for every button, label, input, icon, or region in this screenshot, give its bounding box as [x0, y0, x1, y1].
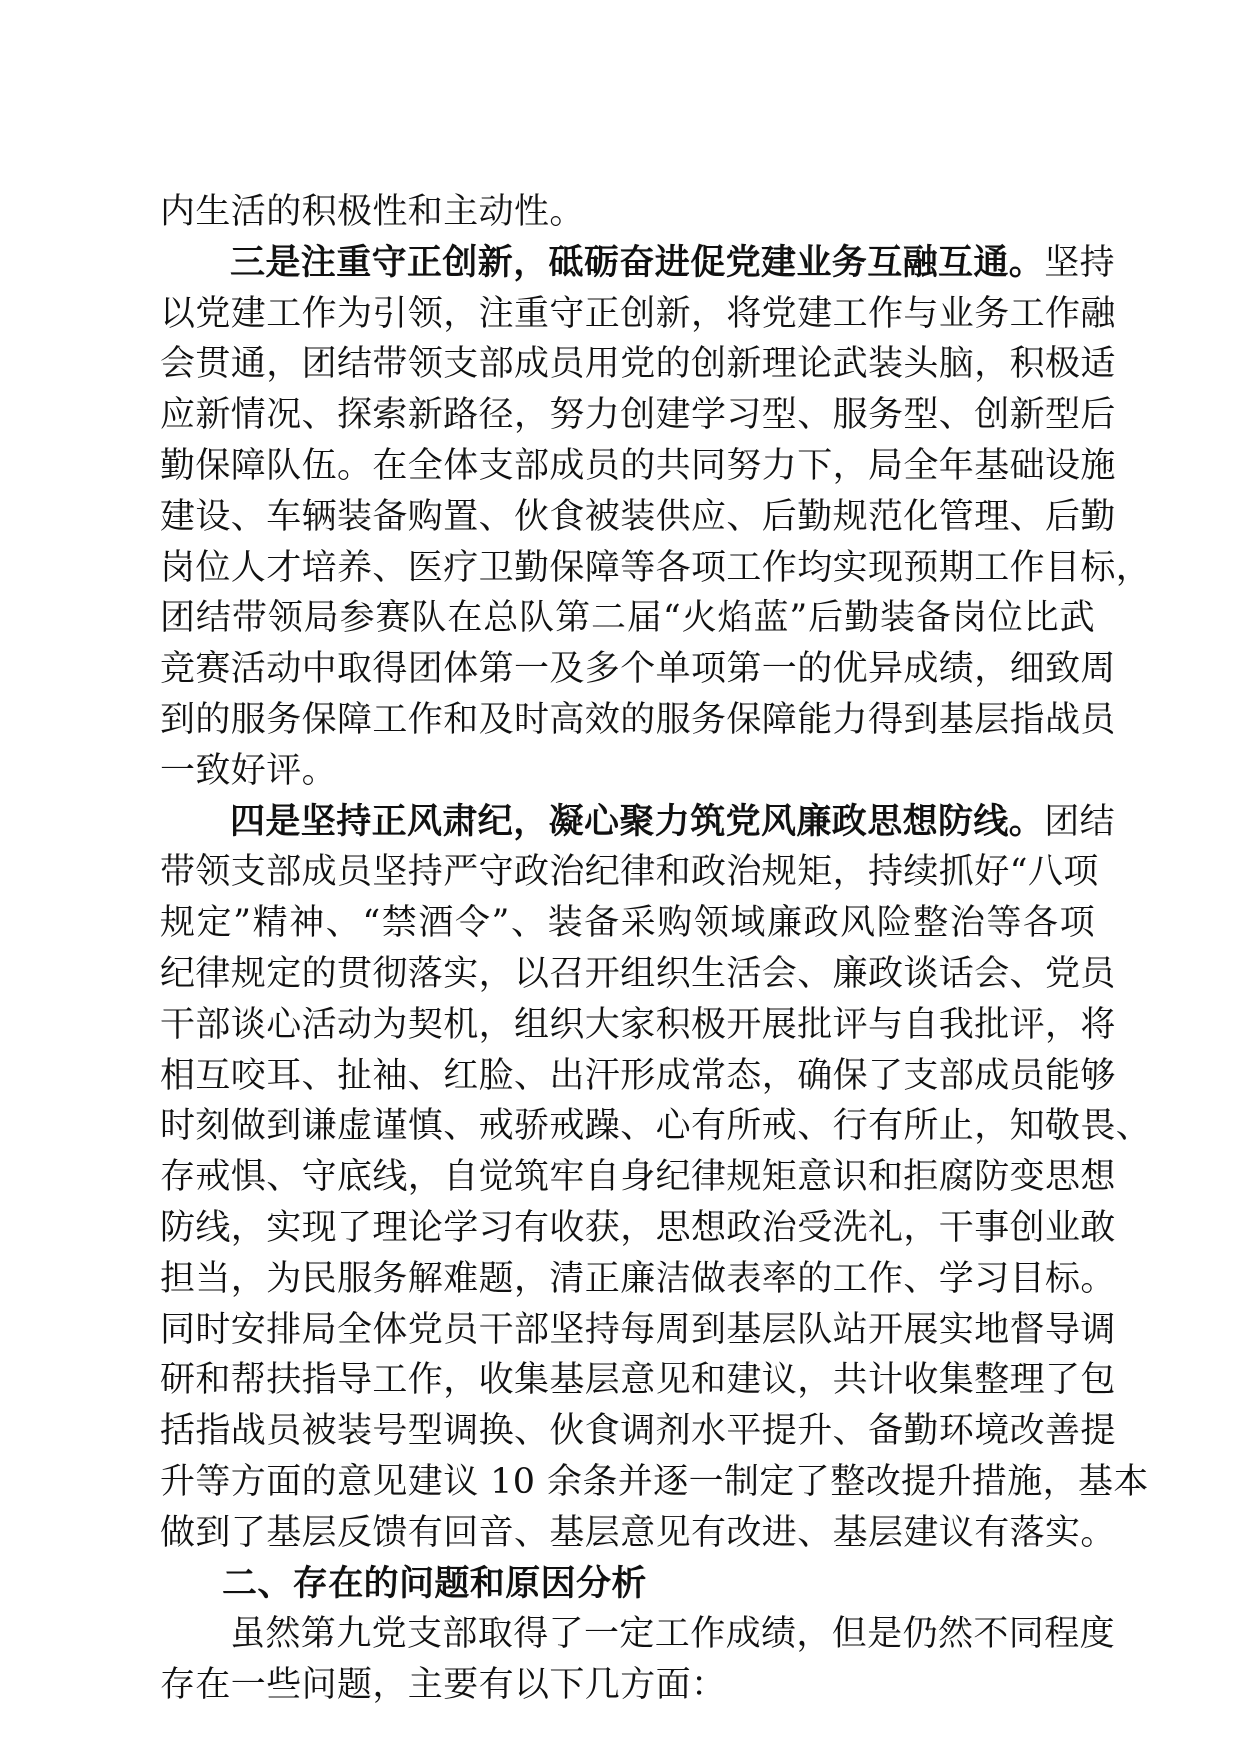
paragraph-line: 到的服务保障工作和及时高效的服务保障能力得到基层指战员: [160, 699, 1116, 740]
paragraph-line: 勤保障队伍。在全体支部成员的共同努力下，局全年基础设施: [160, 445, 1116, 486]
section-heading: 二、存在的问题和原因分析: [222, 1563, 647, 1604]
paragraph-text: 团结: [1044, 801, 1116, 842]
bold-lead-phrase: 三是注重守正创新，砥砺奋进促党建业务互融互通。: [230, 241, 1045, 283]
paragraph-line: 团结带领局参赛队在总队第二届“火焰蓝”后勤装备岗位比武: [160, 598, 1095, 639]
paragraph-line: [160, 238, 1116, 289]
paragraph-line: 括指战员被装号型调换、伙食调剂水平提升、备勤环境改善提: [160, 1411, 1116, 1452]
paragraph-line: 应新情况、探索新路径，努力创建学习型、服务型、创新型后: [160, 395, 1116, 436]
paragraph-line: 干部谈心活动为契机，组织大家积极开展批评与自我批评，将: [160, 1004, 1116, 1045]
paragraph-line: 相互咬耳、扯袖、红脸、出汗形成常态，确保了支部成员能够: [160, 1055, 1116, 1096]
paragraph-line: 会贯通，团结带领支部成员用党的创新理论武装头脑，积极适: [160, 344, 1116, 385]
paragraph-line: 存戒惧、守底线，自觉筑牢自身纪律规矩意识和拒腐防变思想: [160, 1157, 1116, 1198]
paragraph-line: 存在一些问题，主要有以下几方面：: [160, 1665, 727, 1706]
paragraph-line: 同时安排局全体党员干部坚持每周到基层队站开展实地督导调: [160, 1309, 1116, 1350]
paragraph-line: 规定”精神、“禁酒令”、装备采购领域廉政风险整治等各项: [160, 903, 1095, 944]
paragraph-line: 岗位人才培养、医疗卫勤保障等各项工作均实现预期工作目标，: [160, 547, 1152, 588]
paragraph-line: 担当，为民服务解难题，清正廉洁做表率的工作、学习目标。: [160, 1258, 1116, 1299]
paragraph-line: 研和帮扶指导工作，收集基层意见和建议，共计收集整理了包: [160, 1360, 1116, 1401]
document-page: [160, 187, 1152, 1711]
paragraph-line: 虽然第九党支部取得了一定工作成绩，但是仍然不同程度: [230, 1614, 1116, 1655]
paragraph-line: 以党建工作为引领，注重守正创新，将党建工作与业务工作融: [160, 293, 1116, 334]
paragraph-line: 带领支部成员坚持严守政治纪律和政治规矩，持续抓好“八项: [160, 852, 1099, 893]
paragraph-line: 纪律规定的贯彻落实，以召开组织生活会、廉政谈话会、党员: [160, 953, 1116, 994]
paragraph-line: 内生活的积极性和主动性。: [160, 192, 585, 232]
paragraph-line: 时刻做到谦虚谨慎、戒骄戒躁、心有所戒、行有所止，知敬畏、: [160, 1106, 1152, 1147]
paragraph-line: 竞赛活动中取得团体第一及多个单项第一的优异成绩，细致周: [160, 649, 1116, 690]
paragraph-text: 坚持: [1044, 242, 1116, 283]
paragraph-line: 做到了基层反馈有回音、基层意见有改进、基层建议有落实。: [160, 1512, 1116, 1553]
paragraph-line: 一致好评。: [160, 750, 338, 791]
paragraph-line: 建设、车辆装备购置、伙食被装供应、后勤规范化管理、后勤: [160, 496, 1116, 537]
bold-lead-phrase: 四是坚持正风肃纪，凝心聚力筑党风廉政思想防线。: [230, 800, 1045, 842]
paragraph-line: 防线，实现了理论学习有收获，思想政治受洗礼，干事创业敢: [160, 1207, 1116, 1248]
paragraph-line: 升等方面的意见建议 10 余条并逐一制定了整改提升措施，基本: [160, 1461, 1149, 1502]
paragraph-line: [160, 797, 1116, 848]
